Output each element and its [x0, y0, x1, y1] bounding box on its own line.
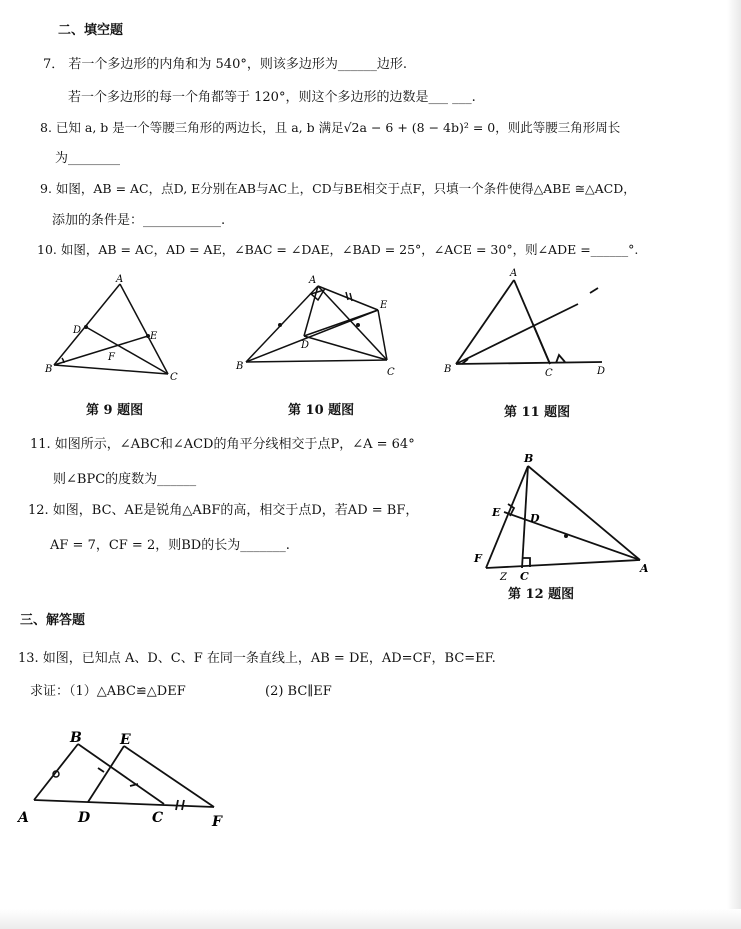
fig9-label-F: F	[108, 352, 115, 363]
fig10-label-E: E	[380, 300, 388, 311]
fig11-label-B: B	[444, 364, 452, 375]
page-bottom-shadow	[0, 909, 741, 929]
figure-9-caption: 第 9 题图	[86, 403, 144, 418]
fig12-label-B: B	[524, 452, 534, 465]
fig12-label-A: A	[640, 562, 649, 575]
question-11-line-1: 11. 如图所示，∠ABC和∠ACD的角平分线相交于点P，∠A = 64°	[30, 437, 415, 452]
question-8-line-2: 为________	[55, 151, 121, 166]
question-12-line-1: 12. 如图，BC、AE是锐角△ABF的高，相交于点D，若AD = BF，	[28, 503, 419, 518]
question-13-proof-2: (2) BC∥EF	[265, 684, 332, 699]
section-solve-title: 三、解答题	[20, 613, 86, 628]
fig9-label-B: B	[45, 364, 53, 375]
fig13-label-F: F	[212, 814, 222, 830]
fig11-label-D: D	[597, 366, 606, 377]
fig13-label-A: A	[18, 810, 29, 826]
figure-10-diagram	[232, 270, 404, 382]
fig13-label-E: E	[120, 732, 131, 748]
fig13-label-B: B	[70, 730, 82, 746]
question-9-line-1: 9. 如图，AB = AC，点D, E分别在AB与AC上，CD与BE相交于点F，只填一个条件使得△ABE ≅△ACD，	[40, 181, 636, 196]
fig10-label-D: D	[301, 340, 310, 351]
figure-12-diagram	[470, 446, 660, 582]
question-13-proof-1: 求证：（1）△ABC≌△DEF	[30, 684, 186, 699]
fig11-label-A: A	[510, 268, 518, 279]
question-8-line-1: 8. 已知 a, b 是一个等腰三角形的两边长，且 a, b 满足√2a − 6 + (8 − 4b)² = 0，则此等腰三角形周长	[40, 120, 621, 135]
question-13-line-1: 13. 如图，已知点 A、D、C、F 在同一条直线上，AB = DE，AD=CF，BC=EF.	[18, 651, 496, 666]
fig13-label-C: C	[152, 810, 164, 826]
fig11-label-C: C	[545, 368, 553, 378]
figure-13-diagram	[14, 728, 244, 830]
figure-10-caption: 第 10 题图	[288, 403, 355, 418]
figure-11-diagram	[438, 266, 618, 378]
fig10-label-C: C	[387, 367, 395, 378]
fig12-label-E: E	[492, 506, 501, 519]
fig9-label-E: E	[150, 331, 158, 342]
fig12-label-C: C	[520, 570, 529, 582]
fig12-label-Z: Z	[500, 572, 507, 582]
page-edge-shadow	[727, 0, 741, 929]
question-7-line-2: 若一个多边形的每一个角都等于 120°，则这个多边形的边数是___ ___.	[68, 90, 476, 105]
question-11-line-2: 则∠BPC的度数为______	[53, 472, 197, 487]
figure-9-diagram	[40, 272, 190, 384]
fig10-label-B: B	[236, 361, 244, 372]
question-7-line-1: 7． 若一个多边形的内角和为 540°，则该多边形为______边形.	[43, 57, 407, 72]
fig12-label-D: D	[530, 512, 540, 525]
question-10-line-1: 10. 如图，AB = AC，AD = AE，∠BAC = ∠DAE，∠BAD = 25°，∠ACE = 30°，则∠ADE =______°.	[37, 242, 639, 257]
fig10-label-A: A	[309, 275, 317, 286]
figure-12-caption: 第 12 题图	[508, 587, 575, 602]
fig12-label-F: F	[474, 552, 482, 565]
fig9-label-A: A	[116, 274, 124, 285]
section-fill-in-title: 二、填空题	[58, 23, 124, 38]
fig13-label-D: D	[78, 810, 91, 826]
question-12-line-2: AF = 7，CF = 2，则BD的长为_______.	[50, 538, 290, 553]
figure-11-caption: 第 11 题图	[504, 405, 571, 420]
fig9-label-D: D	[73, 325, 82, 336]
fig9-label-C: C	[170, 372, 178, 383]
question-9-line-2: 添加的条件是：____________.	[52, 213, 226, 228]
